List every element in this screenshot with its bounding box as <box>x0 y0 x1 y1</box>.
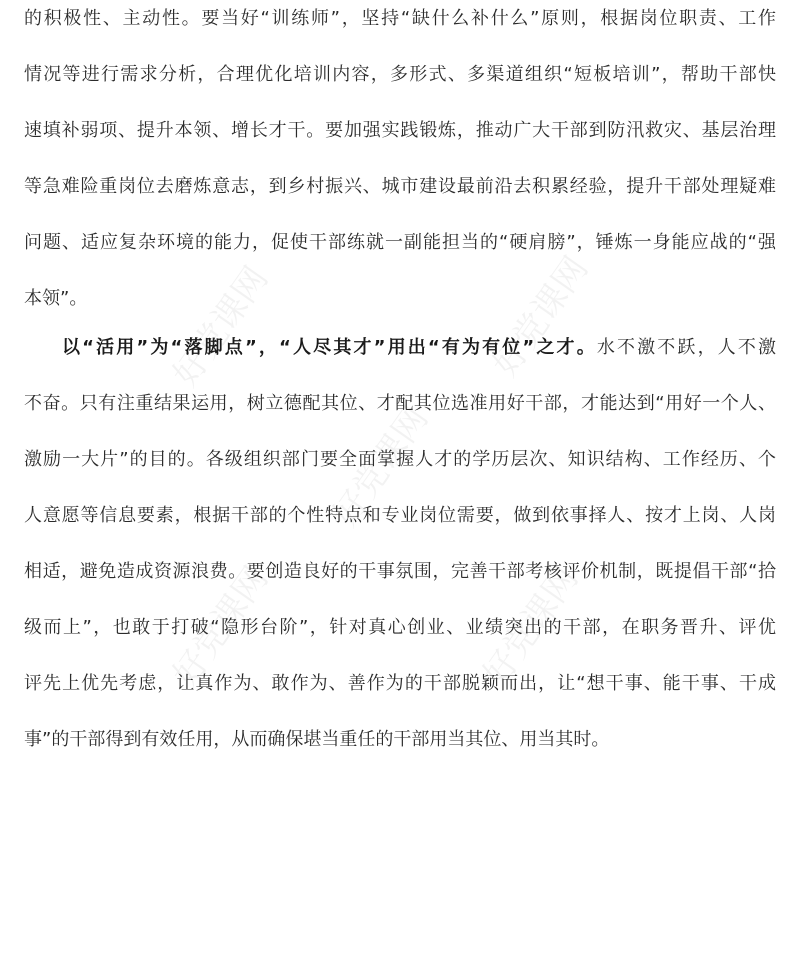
text-line: 相适，避免造成资源浪费。要创造良好的干事氛围，完善干部考核评价机制，既提倡干部“拾 <box>24 561 776 582</box>
watermark: 好党课网 <box>165 559 277 694</box>
text-line: 人意愿等信息要素，根据干部的个性特点和专业岗位需要，做到依事择人、按才上岗、人岗 <box>24 505 776 526</box>
text-line: 不奋。只有注重结果运用，树立德配其位、才配其位选准用好干部，才能达到“用好一个人、 <box>24 393 776 414</box>
text-line: 情况等进行需求分析，合理优化培训内容，多形式、多渠道组织“短板培训”，帮助干部快 <box>24 64 776 85</box>
text-line: 评先上优先考虑，让真作为、敢作为、善作为的干部脱颖而出，让“想干事、能干事、干成 <box>24 673 776 694</box>
watermark: 好党课网 <box>325 399 437 534</box>
text-line <box>24 320 776 376</box>
text-line: 等急难险重岗位去磨炼意志，到乡村振兴、城市建设最前沿去积累经验，提升干部处理疑难 <box>24 176 776 197</box>
paragraph-training <box>24 0 776 327</box>
watermark: 好党课网 <box>165 259 277 394</box>
text-line: 激励一大片”的目的。各级组织部门要全面掌握人才的学历层次、知识结构、工作经历、个 <box>24 449 776 470</box>
watermark: 好党课网 <box>475 559 587 694</box>
text-line: 问题、适应复杂环境的能力，促使干部练就一副能担当的“硬肩膀”，锤炼一身能应战的“强 <box>24 232 776 253</box>
text-line: 本领”。 <box>24 288 88 309</box>
text-line: 的积极性、主动性。要当好“训练师”，坚持“缺什么补什么”原则，根据岗位职责、工作 <box>24 8 776 29</box>
text-line: 速填补弱项、提升本领、增长才干。要加强实践锻炼，推动广大干部到防汛救灾、基层治理 <box>24 120 776 141</box>
text-span: 水不激不跃，人不激 <box>596 337 776 358</box>
text-line: 事”的干部得到有效任用，从而确保堪当重任的干部用当其位、用当其时。 <box>24 729 610 750</box>
watermark: 好党课网 <box>485 249 597 384</box>
paragraph-heading: 以“活用”为“落脚点”，“人尽其才”用出“有为有位”之才。 <box>62 337 597 358</box>
text-line: 级而上”，也敢于打破“隐形台阶”，针对真心创业、业绩突出的干部，在职务晋升、评优 <box>24 617 776 638</box>
paragraph-utilization <box>24 320 776 768</box>
